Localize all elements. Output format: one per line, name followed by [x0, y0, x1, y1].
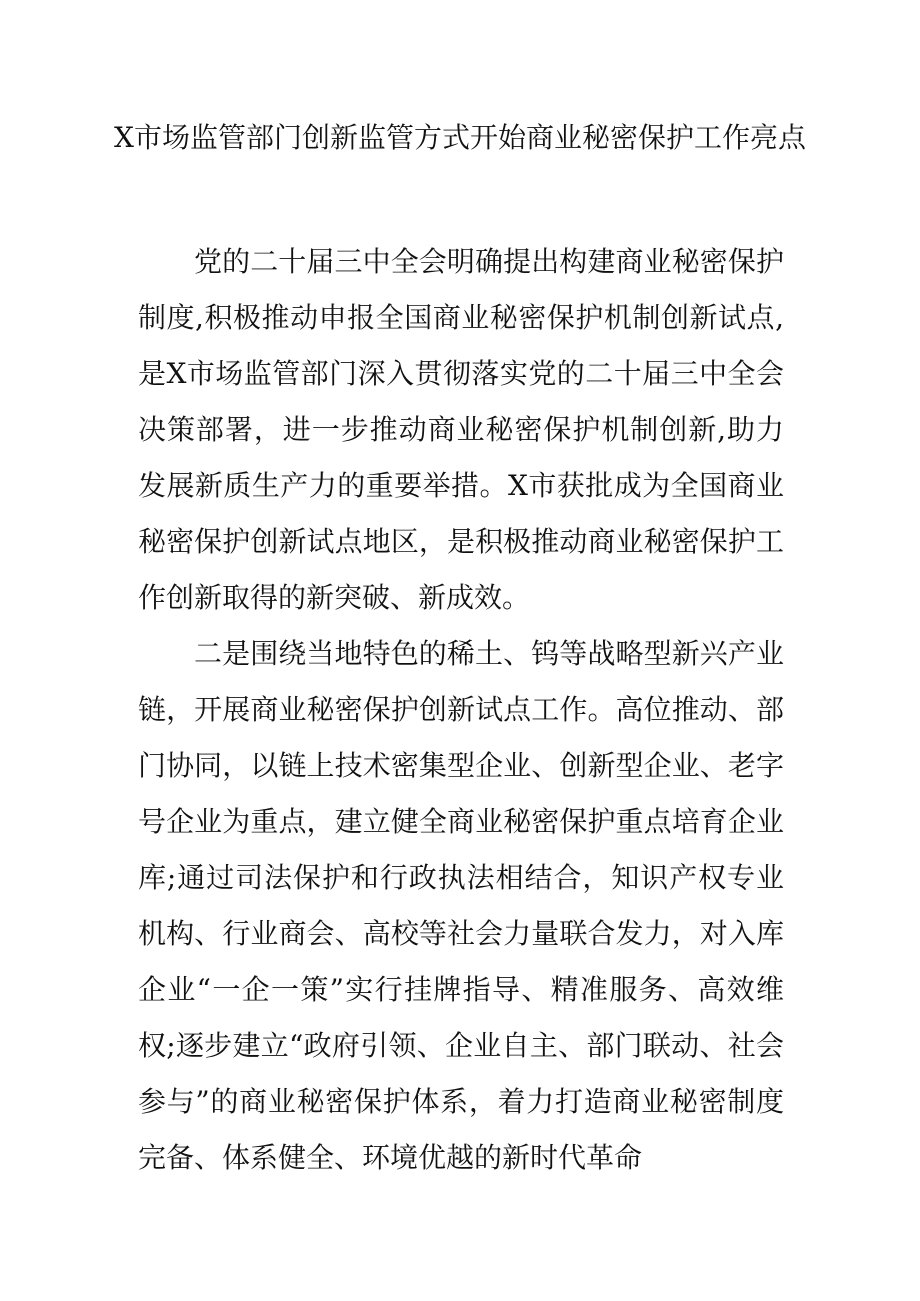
- document-title: X市场监管部门创新监管方式开始商业秘密保护工作亮点: [114, 121, 806, 154]
- paragraph-2: 二是围绕当地特色的稀土、钨等战略型新兴产业链，开展商业秘密保护创新试点工作。高位推动、部门协同，以链上技术密集型企业、创新型企业、老字号企业为重点，建立健全商业秘密保护重点培育企业库;通过司法保护和行政执法相结合，知识产权专业机构、行业商会、高校等社会力量联合发力，对入库企业“一企一策”实行挂牌指导、精准服务、高效维权;逐步建立“政府引领、企业自主、部门联动、社会参与”的商业秘密保护体系，着力打造商业秘密制度完备、体系健全、环境优越的新时代革命: [138, 637, 784, 1174]
- document-body: [138, 234, 784, 1186]
- paragraph-1: 党的二十届三中全会明确提出构建商业秘密保护制度,积极推动申报全国商业秘密保护机制创新试点,是X市场监管部门深入贯彻落实党的二十届三中全会决策部署，进一步推动商业秘密保护机制创新,助力发展新质生产力的重要举措。X市获批成为全国商业秘密保护创新试点地区，是积极推动商业秘密保护工作创新取得的新突破、新成效。: [138, 245, 784, 614]
